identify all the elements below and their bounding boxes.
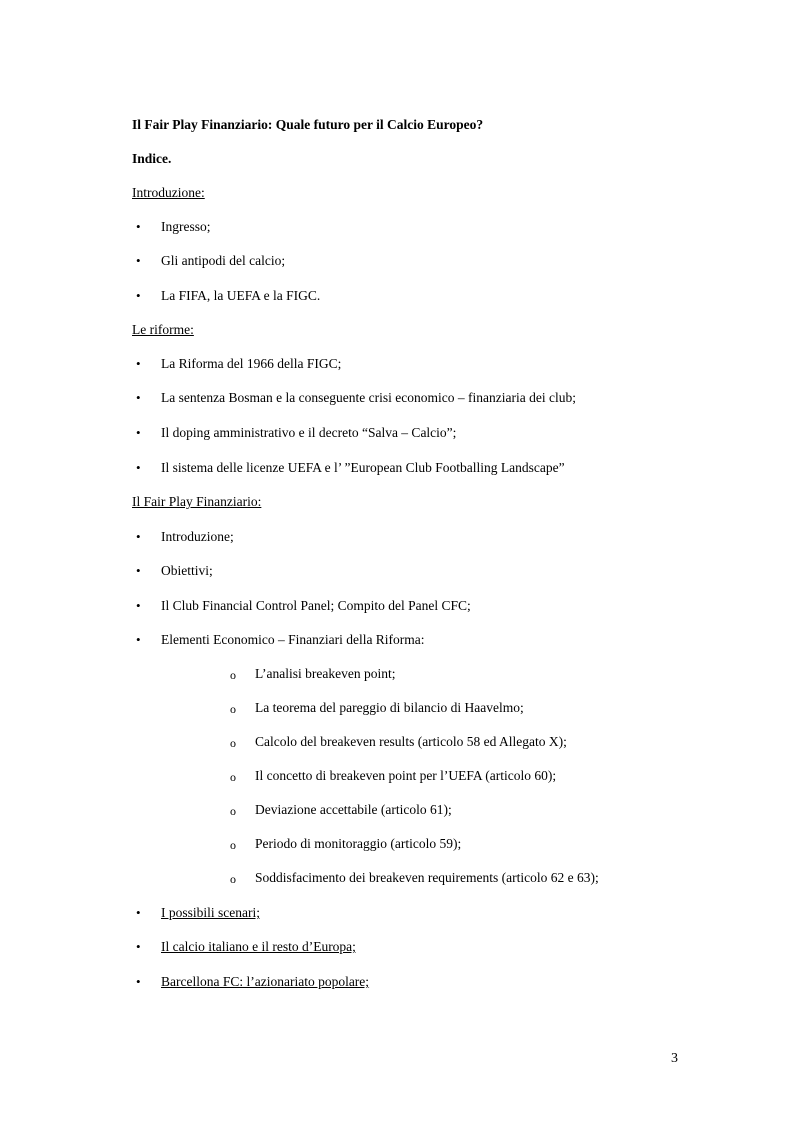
section-heading-introduzione: Introduzione: <box>132 185 205 200</box>
bullet-icon: • <box>136 425 141 440</box>
sub-list-item: Calcolo del breakeven results (articolo 58 ed Allegato X); <box>255 734 567 749</box>
list-item: Obiettivi; <box>161 563 213 578</box>
bullet-icon: • <box>136 598 141 613</box>
document-title: Il Fair Play Finanziario: Quale futuro per il Calcio Europeo? <box>132 117 484 132</box>
bullet-icon: • <box>136 219 141 234</box>
sub-list-item: L’analisi breakeven point; <box>255 666 396 681</box>
list-item: Ingresso; <box>161 219 211 234</box>
list-item: La FIFA, la UEFA e la FIGC. <box>161 288 321 303</box>
list-item: La sentenza Bosman e la conseguente crisi economico – finanziaria dei club; <box>161 390 576 405</box>
bullet-icon: • <box>136 288 141 303</box>
sub-bullet-icon: o <box>230 736 236 750</box>
sub-list-item: La teorema del pareggio di bilancio di Haavelmo; <box>255 700 524 715</box>
sub-list-item: Soddisfacimento dei breakeven requirements (articolo 62 e 63); <box>255 870 599 885</box>
page-number: 3 <box>671 1051 678 1066</box>
section-heading-fair-play: Il Fair Play Finanziario: <box>132 494 262 509</box>
list-item: Il sistema delle licenze UEFA e l’ ”European Club Footballing Landscape” <box>161 460 565 475</box>
section-heading-riforme: Le riforme: <box>132 322 194 337</box>
bullet-icon: • <box>136 529 141 544</box>
bullet-icon: • <box>136 974 141 989</box>
bullet-icon: • <box>136 563 141 578</box>
bullet-icon: • <box>136 356 141 371</box>
bullet-icon: • <box>136 632 141 647</box>
sub-bullet-icon: o <box>230 668 236 682</box>
bullet-icon: • <box>136 253 141 268</box>
list-item-underlined: Barcellona FC: l’azionariato popolare; <box>161 974 370 989</box>
list-item-underlined: I possibili scenari; <box>161 905 260 920</box>
list-item: Introduzione; <box>161 529 234 544</box>
index-heading: Indice. <box>132 151 172 166</box>
list-item: Elementi Economico – Finanziari della Riforma: <box>161 632 425 647</box>
list-item: Gli antipodi del calcio; <box>161 253 286 268</box>
bullet-icon: • <box>136 939 141 954</box>
sub-list-item: Il concetto di breakeven point per l’UEFA (articolo 60); <box>255 768 557 783</box>
bullet-icon: • <box>136 390 141 405</box>
sub-list-item: Deviazione accettabile (articolo 61); <box>255 802 452 817</box>
list-item: La Riforma del 1966 della FIGC; <box>161 356 342 371</box>
sub-bullet-icon: o <box>230 804 236 818</box>
sub-bullet-icon: o <box>230 702 236 716</box>
sub-bullet-icon: o <box>230 770 236 784</box>
bullet-icon: • <box>136 460 141 475</box>
list-item: Il Club Financial Control Panel; Compito del Panel CFC; <box>161 598 471 613</box>
list-item-underlined: Il calcio italiano e il resto d’Europa; <box>161 939 356 954</box>
sub-bullet-icon: o <box>230 838 236 852</box>
list-item: Il doping amministrativo e il decreto “Salva – Calcio”; <box>161 425 457 440</box>
sub-bullet-icon: o <box>230 872 236 886</box>
sub-list-item: Periodo di monitoraggio (articolo 59); <box>255 836 462 851</box>
bullet-icon: • <box>136 905 141 920</box>
